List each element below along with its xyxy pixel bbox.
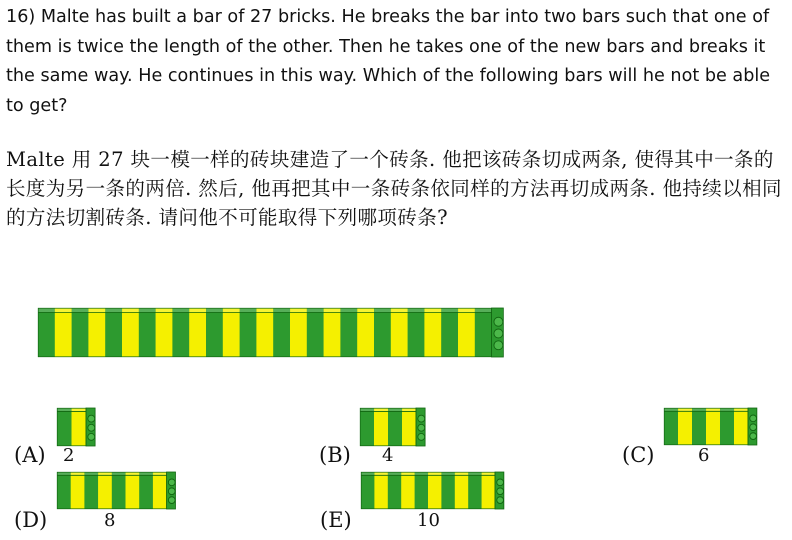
- brick: [361, 475, 375, 509]
- brick-top-face: [357, 308, 374, 312]
- brick: [734, 411, 748, 445]
- brick: [223, 312, 240, 357]
- brick-top-face: [172, 308, 189, 312]
- brick: [38, 312, 55, 357]
- brick-top-face: [206, 308, 223, 312]
- brick: [112, 475, 126, 509]
- brick: [706, 411, 720, 445]
- brick: [55, 312, 72, 357]
- stud: [88, 415, 95, 422]
- stud: [497, 479, 504, 486]
- brick-top-face: [408, 308, 425, 312]
- stud: [494, 317, 503, 326]
- option-e-label: (E): [320, 508, 352, 532]
- option-c-brick-bar: [664, 408, 759, 446]
- brick: [139, 312, 156, 357]
- stud: [418, 424, 425, 431]
- brick: [88, 312, 105, 357]
- brick: [71, 475, 85, 509]
- brick: [408, 312, 425, 357]
- brick-top-face: [273, 308, 290, 312]
- brick: [402, 411, 416, 446]
- option-e-brick-bar: [361, 472, 506, 510]
- stud: [168, 488, 175, 495]
- brick-top-face: [156, 308, 173, 312]
- brick-top-face: [458, 308, 475, 312]
- stud: [418, 433, 425, 440]
- brick: [273, 312, 290, 357]
- brick: [126, 475, 140, 509]
- stud: [750, 424, 757, 431]
- brick: [324, 312, 341, 357]
- brick-top-face: [240, 308, 257, 312]
- brick: [424, 312, 441, 357]
- brick-top-face: [139, 308, 156, 312]
- brick: [172, 312, 189, 357]
- stud: [497, 488, 504, 495]
- brick-top-face: [55, 308, 72, 312]
- option-d-label: (D): [14, 508, 48, 532]
- brick-top-face: [324, 308, 341, 312]
- stud: [494, 329, 503, 338]
- brick-top-face: [122, 308, 139, 312]
- brick: [441, 312, 458, 357]
- brick-top-face: [307, 308, 324, 312]
- stud: [750, 415, 757, 422]
- brick: [256, 312, 273, 357]
- option-d-number: 8: [104, 510, 116, 531]
- brick: [57, 475, 71, 509]
- brick-top-face: [441, 308, 458, 312]
- brick: [139, 475, 153, 509]
- brick: [307, 312, 324, 357]
- brick: [156, 312, 173, 357]
- stud: [418, 415, 425, 422]
- main-brick-bar: [38, 308, 505, 358]
- brick: [122, 312, 139, 357]
- brick-top-face: [340, 308, 357, 312]
- brick: [153, 475, 167, 509]
- brick: [357, 312, 374, 357]
- option-a-label: (A): [14, 443, 46, 467]
- brick: [428, 475, 442, 509]
- brick: [290, 312, 307, 357]
- brick-top-face: [38, 308, 55, 312]
- option-e-number: 10: [417, 510, 440, 531]
- option-c-number: 6: [698, 445, 710, 466]
- brick: [664, 411, 678, 445]
- stud: [168, 479, 175, 486]
- brick: [388, 411, 402, 446]
- brick: [401, 475, 415, 509]
- brick-top-face: [88, 308, 105, 312]
- stud: [750, 433, 757, 440]
- brick: [482, 475, 496, 509]
- option-b-number: 4: [382, 445, 394, 466]
- stud: [497, 497, 504, 504]
- option-a-number: 2: [63, 445, 75, 466]
- brick-top-face: [72, 308, 89, 312]
- brick: [692, 411, 706, 445]
- brick-top-face: [475, 308, 492, 312]
- brick: [98, 475, 112, 509]
- brick: [374, 312, 391, 357]
- stud: [494, 341, 503, 350]
- stud: [88, 433, 95, 440]
- option-b-label: (B): [319, 443, 351, 467]
- brick: [475, 312, 492, 357]
- brick: [206, 312, 223, 357]
- brick: [720, 411, 734, 445]
- brick: [441, 475, 455, 509]
- brick-top-face: [391, 308, 408, 312]
- question-english: 16) Malte has built a bar of 27 bricks. He breaks the bar into two bars such that one of them is twice the length of the other. Then he takes one of the new bars and breaks it the same way. He continues in this way. Which of the following bars will he not be able to get?: [6, 7, 771, 116]
- brick: [340, 312, 357, 357]
- brick: [105, 312, 122, 357]
- brick: [71, 411, 86, 446]
- stud: [88, 424, 95, 431]
- brick: [72, 312, 89, 357]
- brick: [189, 312, 206, 357]
- brick: [391, 312, 408, 357]
- option-c-label: (C): [622, 443, 655, 467]
- brick: [240, 312, 257, 357]
- option-d-brick-bar: [57, 472, 178, 510]
- brick: [458, 312, 475, 357]
- brick: [415, 475, 429, 509]
- brick: [678, 411, 692, 445]
- brick: [388, 475, 402, 509]
- brick: [84, 475, 98, 509]
- brick: [374, 411, 388, 446]
- brick: [57, 411, 72, 446]
- brick-top-face: [223, 308, 240, 312]
- option-b-brick-bar: [360, 408, 427, 447]
- brick: [468, 475, 482, 509]
- brick-top-face: [290, 308, 307, 312]
- brick: [374, 475, 388, 509]
- question-chinese: Malte 用 27 块一模一样的砖块建造了一个砖条. 他把该砖条切成两条, 使得其中一条的长度为另一条的两倍. 然后, 他再把其中一条砖条依同样的方法再切成两条. 他持续以相同的方法切割砖条. 请问他不可能取得下列哪项砖条?: [6, 148, 782, 229]
- stud: [168, 497, 175, 504]
- brick-top-face: [105, 308, 122, 312]
- brick-top-face: [374, 308, 391, 312]
- brick: [360, 411, 374, 446]
- brick: [455, 475, 469, 509]
- brick-top-face: [424, 308, 441, 312]
- brick-top-face: [189, 308, 206, 312]
- option-a-brick-bar: [57, 408, 97, 447]
- brick-top-face: [256, 308, 273, 312]
